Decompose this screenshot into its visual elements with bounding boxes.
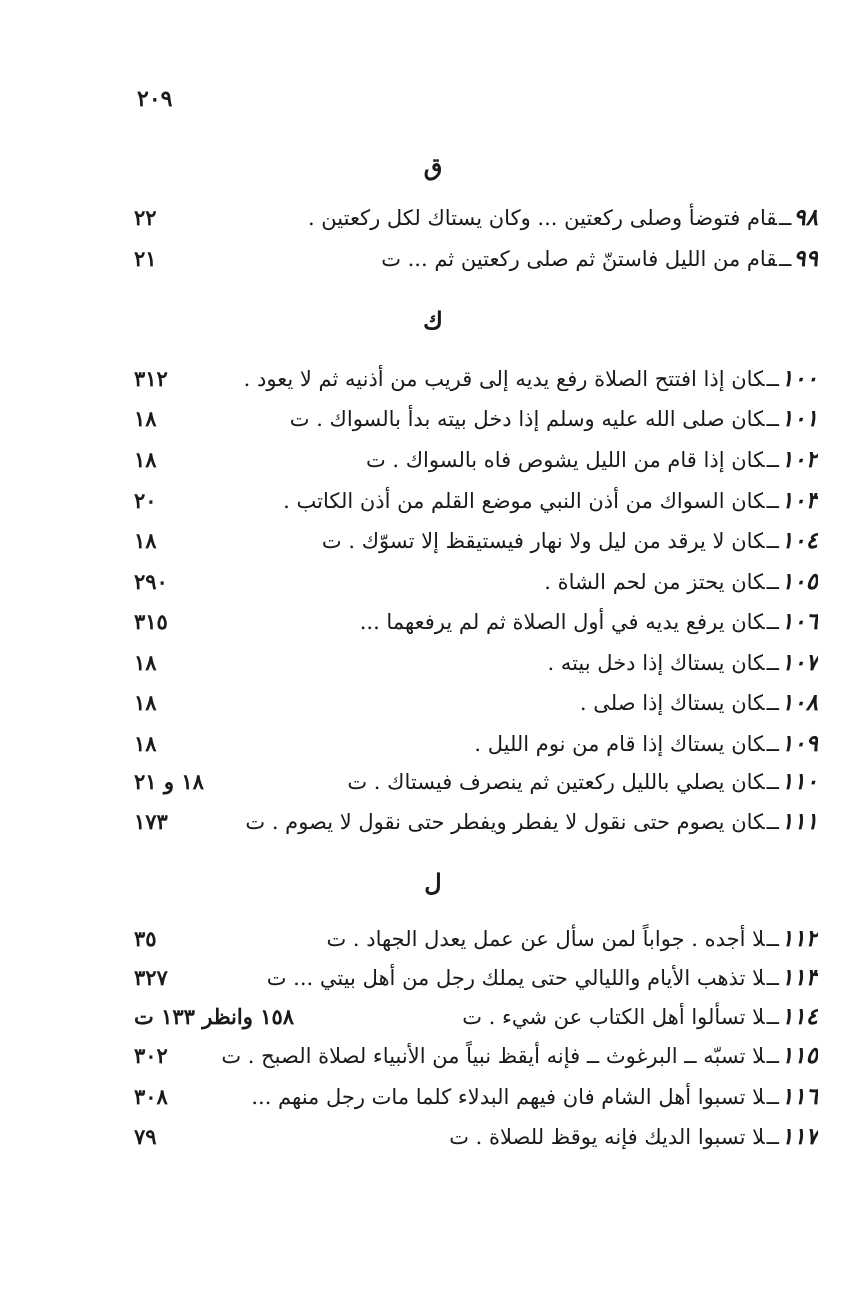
entry-number: ١٠٩ [780, 730, 818, 757]
entry-text: ١٠٤ــكان لا يرقد من ليل ولا نهار فيستيقظ إلا تسوّك . ت [321, 527, 818, 554]
entry-text: ١٠٢ــكان إذا قام من الليل يشوص فاه بالسواك . ت [365, 446, 818, 473]
entry-number: ١١٤ [780, 1003, 818, 1030]
entry-body: كان يستاك إذا دخل بيته . [547, 651, 765, 675]
entry-ref: ٣٢٧ [134, 965, 168, 990]
entry-ref: ٢٠ [134, 488, 157, 513]
entry-text: ١٠٣ــكان السواك من أذن النبي موضع القلم من أذن الكاتب . [283, 487, 818, 514]
entry-text: ١٠٦ــكان يرفع يديه في أول الصلاة ثم لم يرفعهما ... [359, 608, 818, 635]
entry-row [0, 804, 866, 840]
entry-text: ١١١ــكان يصوم حتى نقول لا يفطر ويفطر حتى نقول لا يصوم . ت [245, 808, 818, 835]
entry-ref: ١٧٣ [134, 809, 168, 834]
entry-body: لا أجده . جواباً لمن سأل عن عمل يعدل الجهاد . ت [326, 927, 765, 951]
entry-text: ١١٠ــكان يصلي بالليل ركعتين ثم ينصرف فيستاك . ت [347, 768, 818, 795]
entry-body: كان إذا قام من الليل يشوص فاه بالسواك . ت [365, 448, 765, 472]
entry-row [0, 685, 866, 721]
entry-ref: ١٨ [134, 650, 157, 675]
entry-body: كان يرفع يديه في أول الصلاة ثم لم يرفعهما ... [359, 610, 765, 634]
entry-ref: ١٨ [134, 690, 157, 715]
entry-body: لا تذهب الأيام والليالي حتى يملك رجل من أهل بيتي ... ت [266, 966, 765, 990]
entry-body: كان يصوم حتى نقول لا يفطر ويفطر حتى نقول لا يصوم . ت [245, 810, 765, 834]
entry-ref: ١٨ [134, 731, 157, 756]
entry-row [0, 483, 866, 519]
entry-body: كان صلى الله عليه وسلم إذا دخل بيته بدأ بالسواك . ت [289, 407, 765, 431]
entry-row [0, 1079, 866, 1115]
entry-body: كان يصلي بالليل ركعتين ثم ينصرف فيستاك . ت [347, 770, 765, 794]
entry-number: ١١١ [780, 808, 818, 835]
entry-body: كان لا يرقد من ليل ولا نهار فيستيقظ إلا تسوّك . ت [321, 529, 765, 553]
entry-row [0, 1119, 866, 1155]
entry-body: كان يستاك إذا صلى . [579, 691, 765, 715]
entry-text: ١١٢ــلا أجده . جواباً لمن سأل عن عمل يعدل الجهاد . ت [326, 925, 818, 952]
entry-row [0, 1038, 866, 1074]
entry-text: ١٠٧ــكان يستاك إذا دخل بيته . [547, 649, 818, 676]
entry-ref: ١٥٨ وانظر ١٣٣ ت [134, 1004, 295, 1029]
entry-number: ١١٠ [780, 768, 818, 795]
entry-row [0, 960, 866, 996]
entry-body: قام فتوضأ وصلى ركعتين ... وكان يستاك لكل ركعتين . [307, 206, 777, 230]
entry-body: لا تسألوا أهل الكتاب عن شيء . ت [462, 1005, 765, 1029]
entry-row [0, 401, 866, 437]
entry-ref: ٣٥ [134, 926, 157, 951]
entry-number: ٩٩ [793, 245, 818, 272]
entry-body: كان السواك من أذن النبي موضع القلم من أذن الكاتب . [283, 489, 765, 513]
entry-body: كان إذا افتتح الصلاة رفع يديه إلى قريب من أذنيه ثم لا يعود . [243, 367, 765, 391]
entry-row [0, 921, 866, 957]
entry-ref: ٢٩٠ [134, 569, 168, 594]
entry-body: كان يستاك إذا قام من نوم الليل . [474, 732, 765, 756]
entry-ref: ١٨ [134, 447, 157, 472]
entry-ref: ١٨ [134, 528, 157, 553]
entry-text: ١١٥ــلا تسبّه ــ البرغوث ــ فإنه أيقظ نبياً من الأنبياء لصلاة الصبح . ت [221, 1042, 818, 1069]
entry-number: ١٠٤ [780, 527, 818, 554]
entry-ref: ٣١٥ [134, 609, 168, 634]
entry-number: ١٠٣ [780, 487, 818, 514]
page-number: ٢٠٩ [137, 86, 173, 112]
entry-row [0, 442, 866, 478]
entry-ref: ٧٩ [134, 1124, 157, 1149]
entry-ref: ٣٠٢ [134, 1043, 168, 1068]
entry-body: لا تسبّه ــ البرغوث ــ فإنه أيقظ نبياً من الأنبياء لصلاة الصبح . ت [221, 1044, 765, 1068]
section-letter-kaf: ك [423, 306, 443, 335]
entry-number: ١٠٢ [780, 446, 818, 473]
entry-row [0, 361, 866, 397]
entry-row [0, 726, 866, 762]
entry-number: ١١٧ [780, 1123, 818, 1150]
entry-row [0, 523, 866, 559]
entry-number: ١١٦ [780, 1083, 818, 1110]
entry-text: ٩٨ــقام فتوضأ وصلى ركعتين ... وكان يستاك لكل ركعتين . [307, 204, 818, 231]
entry-body: لا تسبوا الديك فإنه يوقظ للصلاة . ت [449, 1125, 765, 1149]
entry-ref: ١٨ و ٢١ [134, 769, 204, 794]
entry-ref: ١٨ [134, 406, 157, 431]
entry-row [0, 241, 866, 277]
entry-number: ٩٨ [793, 204, 818, 231]
entry-text: ١٠٥ــكان يحتز من لحم الشاة . [544, 568, 818, 595]
entry-body: لا تسبوا أهل الشام فان فيهم البدلاء كلما مات رجل منهم ... [251, 1085, 765, 1109]
entry-number: ١٠٥ [780, 568, 818, 595]
entry-number: ١٠١ [780, 405, 818, 432]
entry-number: ١٠٨ [780, 689, 818, 716]
entry-row [0, 645, 866, 681]
entry-number: ١١٥ [780, 1042, 818, 1069]
entry-ref: ٣٠٨ [134, 1084, 168, 1109]
entry-ref: ٢١ [134, 246, 157, 271]
entry-row [0, 604, 866, 640]
section-letter-lam: ل [424, 868, 442, 897]
entry-number: ١١٢ [780, 925, 818, 952]
entry-number: ١٠٠ [780, 365, 818, 392]
entry-text: ١١٤ــلا تسألوا أهل الكتاب عن شيء . ت [462, 1003, 818, 1030]
entry-ref: ٢٢ [134, 205, 157, 230]
entry-ref: ٣١٢ [134, 366, 168, 391]
entry-row [0, 999, 866, 1035]
entry-row [0, 564, 866, 600]
entry-row [0, 764, 866, 800]
entry-row [0, 200, 866, 236]
entry-text: ١١٦ــلا تسبوا أهل الشام فان فيهم البدلاء كلما مات رجل منهم ... [251, 1083, 818, 1110]
entry-number: ١٠٧ [780, 649, 818, 676]
entry-body: قام من الليل فاستنّ ثم صلى ركعتين ثم ... ت [381, 247, 777, 271]
entry-text: ٩٩ــقام من الليل فاستنّ ثم صلى ركعتين ثم ... ت [381, 245, 818, 272]
entry-number: ١١٣ [780, 964, 818, 991]
entry-text: ١٠٨ــكان يستاك إذا صلى . [579, 689, 818, 716]
section-letter-qaf: ق [423, 152, 443, 181]
entry-text: ١٠١ــكان صلى الله عليه وسلم إذا دخل بيته بدأ بالسواك . ت [289, 405, 818, 432]
entry-text: ١١٧ــلا تسبوا الديك فإنه يوقظ للصلاة . ت [449, 1123, 818, 1150]
entry-body: كان يحتز من لحم الشاة . [544, 570, 765, 594]
entry-text: ١٠٠ــكان إذا افتتح الصلاة رفع يديه إلى قريب من أذنيه ثم لا يعود . [243, 365, 818, 392]
entry-text: ١١٣ــلا تذهب الأيام والليالي حتى يملك رجل من أهل بيتي ... ت [266, 964, 818, 991]
entry-text: ١٠٩ــكان يستاك إذا قام من نوم الليل . [474, 730, 818, 757]
entry-number: ١٠٦ [780, 608, 818, 635]
